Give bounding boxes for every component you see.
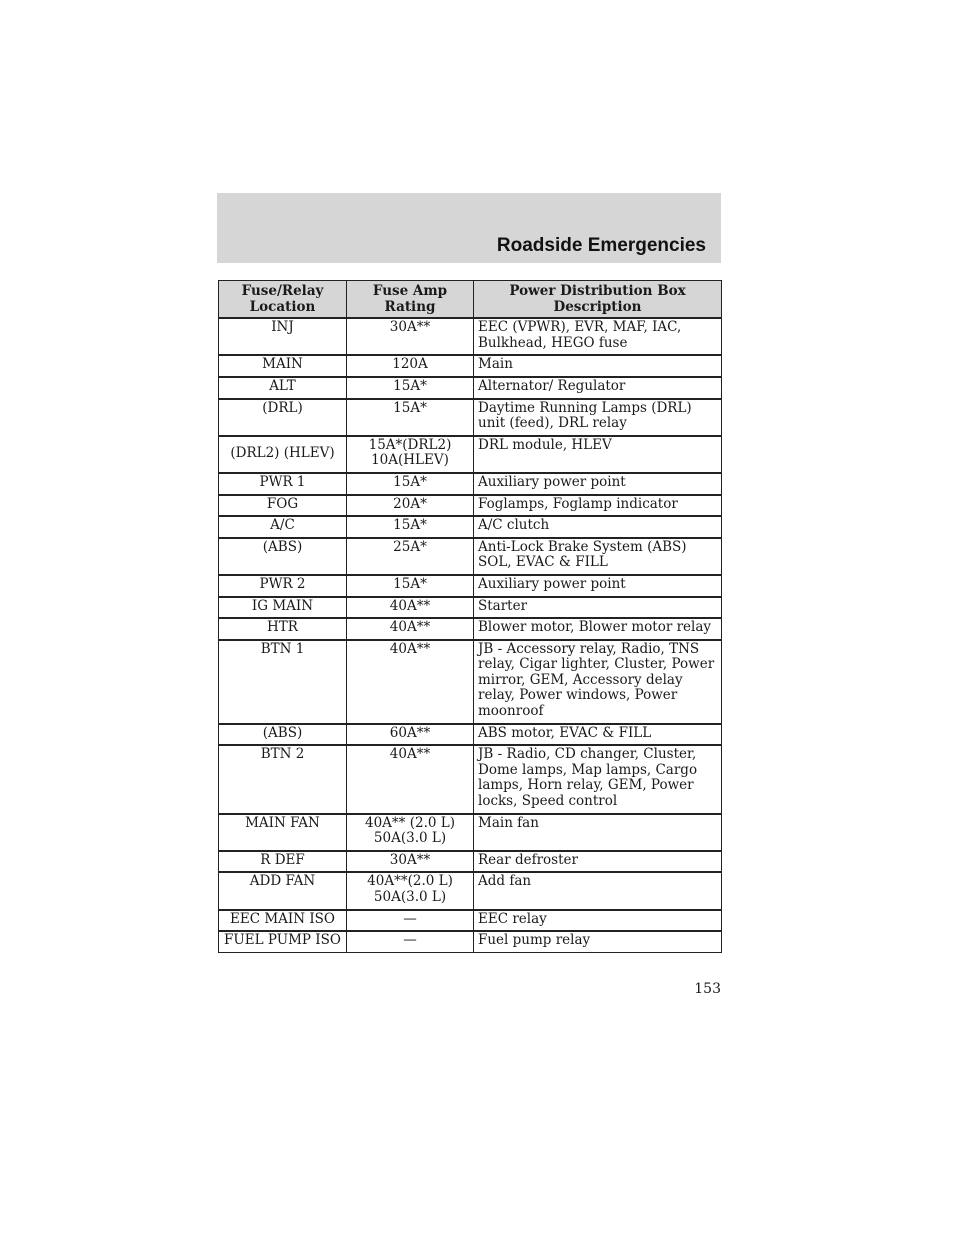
- table-row: [219, 851, 722, 873]
- fuse-rating: 30A**: [347, 318, 474, 355]
- table-row: [219, 495, 722, 517]
- fuse-location: MAIN FAN: [219, 814, 347, 851]
- fuse-description: Fuel pump relay: [474, 931, 722, 952]
- fuse-location: HTR: [219, 618, 347, 640]
- table-row: [219, 618, 722, 640]
- fuse-rating: —: [347, 910, 474, 932]
- fuse-description: Starter: [474, 597, 722, 619]
- fuse-rating: 15A*: [347, 377, 474, 399]
- fuse-location: (ABS): [219, 538, 347, 575]
- fuse-rating: 30A**: [347, 851, 474, 873]
- section-header-band: [217, 193, 721, 263]
- table-row: [219, 399, 722, 436]
- page-number: 153: [694, 981, 721, 997]
- table-row: [219, 931, 722, 952]
- section-title: Roadside Emergencies: [496, 235, 706, 256]
- fuse-description: Auxiliary power point: [474, 473, 722, 495]
- fuse-description: Add fan: [474, 872, 722, 909]
- fuse-table: [218, 280, 722, 953]
- table-row: [219, 910, 722, 932]
- table-row: [219, 355, 722, 377]
- fuse-description: Daytime Running Lamps (DRL) unit (feed), DRL relay: [474, 399, 722, 436]
- fuse-location: EEC MAIN ISO: [219, 910, 347, 932]
- fuse-rating: 15A*: [347, 473, 474, 495]
- fuse-location: PWR 2: [219, 575, 347, 597]
- table-row: [219, 724, 722, 746]
- fuse-location: A/C: [219, 516, 347, 538]
- fuse-location: FOG: [219, 495, 347, 517]
- fuse-location: R DEF: [219, 851, 347, 873]
- fuse-location: (ABS): [219, 724, 347, 746]
- fuse-location: FUEL PUMP ISO: [219, 931, 347, 952]
- fuse-description: Main: [474, 355, 722, 377]
- fuse-rating: 15A*: [347, 516, 474, 538]
- fuse-rating: 20A*: [347, 495, 474, 517]
- fuse-location: IG MAIN: [219, 597, 347, 619]
- table-row: [219, 538, 722, 575]
- fuse-location: INJ: [219, 318, 347, 355]
- fuse-location: (DRL2) (HLEV): [219, 436, 347, 473]
- fuse-rating: 40A** (2.0 L) 50A(3.0 L): [347, 814, 474, 851]
- fuse-rating: 40A**: [347, 597, 474, 619]
- fuse-rating: 15A*(DRL2) 10A(HLEV): [347, 436, 474, 473]
- table-row: [219, 377, 722, 399]
- fuse-description: EEC relay: [474, 910, 722, 932]
- fuse-rating: 40A**: [347, 618, 474, 640]
- table-row: [219, 872, 722, 909]
- fuse-description: Auxiliary power point: [474, 575, 722, 597]
- table-row: [219, 640, 722, 724]
- fuse-location: BTN 2: [219, 745, 347, 813]
- fuse-location: MAIN: [219, 355, 347, 377]
- fuse-description: JB - Radio, CD changer, Cluster, Dome lamps, Map lamps, Cargo lamps, Horn relay, GEM, Power locks, Speed control: [474, 745, 722, 813]
- fuse-description: Main fan: [474, 814, 722, 851]
- table-row: [219, 745, 722, 813]
- fuse-rating: 40A**: [347, 745, 474, 813]
- fuse-rating: —: [347, 931, 474, 952]
- fuse-rating: 15A*: [347, 399, 474, 436]
- fuse-description: JB - Accessory relay, Radio, TNS relay, Cigar lighter, Cluster, Power mirror, GEM, Accessory delay relay, Power windows, Power moonroof: [474, 640, 722, 724]
- fuse-rating: 40A**: [347, 640, 474, 724]
- column-header-description: Power Distribution Box Description: [474, 281, 722, 319]
- fuse-location: ALT: [219, 377, 347, 399]
- table-header-row: [219, 281, 722, 319]
- fuse-location: BTN 1: [219, 640, 347, 724]
- fuse-location: PWR 1: [219, 473, 347, 495]
- fuse-description: Alternator/ Regulator: [474, 377, 722, 399]
- fuse-rating: 120A: [347, 355, 474, 377]
- fuse-location: ADD FAN: [219, 872, 347, 909]
- fuse-description: EEC (VPWR), EVR, MAF, IAC, Bulkhead, HEGO fuse: [474, 318, 722, 355]
- fuse-rating: 40A**(2.0 L) 50A(3.0 L): [347, 872, 474, 909]
- table-row: [219, 516, 722, 538]
- fuse-location: (DRL): [219, 399, 347, 436]
- fuse-description: DRL module, HLEV: [474, 436, 722, 473]
- fuse-description: A/C clutch: [474, 516, 722, 538]
- column-header-location: Fuse/Relay Location: [219, 281, 347, 319]
- fuse-rating: 25A*: [347, 538, 474, 575]
- table-row: [219, 575, 722, 597]
- table-row: [219, 814, 722, 851]
- table-row: [219, 597, 722, 619]
- table-row: [219, 318, 722, 355]
- fuse-description: Rear defroster: [474, 851, 722, 873]
- fuse-description: Blower motor, Blower motor relay: [474, 618, 722, 640]
- fuse-rating: 60A**: [347, 724, 474, 746]
- fuse-rating: 15A*: [347, 575, 474, 597]
- column-header-rating: Fuse Amp Rating: [347, 281, 474, 319]
- fuse-description: ABS motor, EVAC & FILL: [474, 724, 722, 746]
- fuse-description: Anti-Lock Brake System (ABS) SOL, EVAC & FILL: [474, 538, 722, 575]
- table-row: [219, 473, 722, 495]
- table-row: [219, 436, 722, 473]
- fuse-description: Foglamps, Foglamp indicator: [474, 495, 722, 517]
